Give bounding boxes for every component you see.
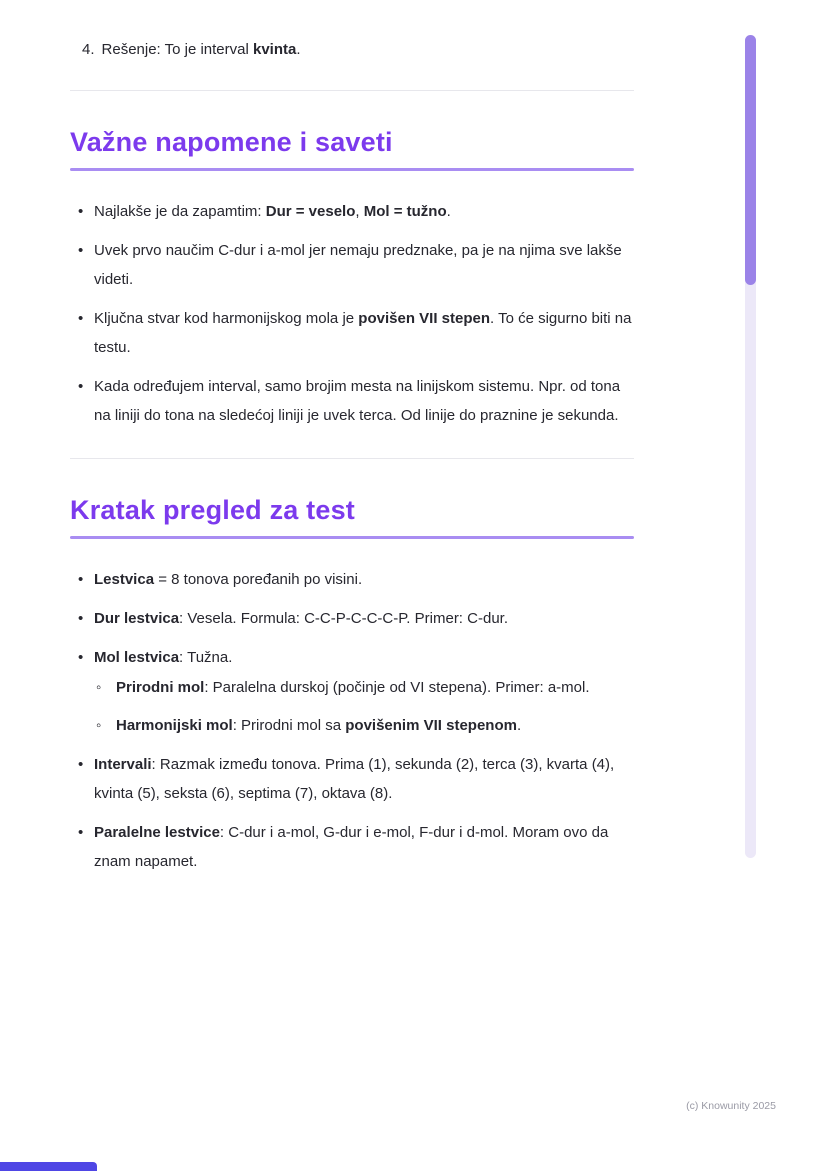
list-item: • Najlakše je da zapamtim: Dur = veselo, Mol = tužno. <box>70 197 634 226</box>
solution-number: 4. <box>82 41 95 58</box>
scrollbar-track[interactable] <box>745 35 756 858</box>
list-item: • Ključna stvar kod harmonijskog mola je povišen VII stepen. To će sigurno biti na testu. <box>70 304 634 362</box>
notes-list <box>70 197 634 430</box>
section-divider <box>70 90 634 91</box>
list-item <box>70 643 634 740</box>
list-item: • Kada određujem interval, samo brojim mesta na linijskom sistemu. Npr. od tona na liniji do tona na sledećoj liniji je uvek terca. Od linije do praznine je sekunda. <box>70 372 634 430</box>
section-title: Važne napomene i saveti <box>70 127 393 157</box>
summary-list <box>70 565 634 876</box>
list-item: • Lestvica = 8 tonova poređanih po visini. <box>70 565 634 594</box>
list-item: • Paralelne lestvice: C-dur i a-mol, G-dur i e-mol, F-dur i d-mol. Moram ovo da znam napamet. <box>70 818 634 876</box>
title-underline <box>70 168 634 171</box>
footer-credit: (c) Knowunity 2025 <box>686 1100 776 1112</box>
page-corner-accent <box>0 1162 97 1171</box>
section-kratak-pregled <box>70 495 634 876</box>
section-vazne-napomene <box>70 127 634 430</box>
sub-list-item: ◦ Prirodni mol: Paralelna durskoj (počinje od VI stepena). Primer: a-mol. <box>94 673 634 702</box>
section-title: Kratak pregled za test <box>70 495 355 525</box>
solution-list-item <box>70 38 634 62</box>
scrollbar-thumb[interactable] <box>745 35 756 285</box>
sub-list <box>94 673 634 740</box>
solution-text: Rešenje: To je interval kvinta. <box>101 41 301 58</box>
list-item-text: Mol lestvica: Tužna. <box>94 649 233 666</box>
list-item: • Dur lestvica: Vesela. Formula: C-C-P-C-C-C-P. Primer: C-dur. <box>70 604 634 633</box>
section-divider <box>70 458 634 459</box>
list-item: • Intervali: Razmak između tonova. Prima (1), sekunda (2), terca (3), kvarta (4), kvinta (5), seksta (6), septima (7), oktava (8). <box>70 750 634 808</box>
title-underline <box>70 536 634 539</box>
list-item: • Uvek prvo naučim C-dur i a-mol jer nemaju predznake, pa je na njima sve lakše videti. <box>70 236 634 294</box>
sub-list-item: ◦ Harmonijski mol: Prirodni mol sa povišenim VII stepenom. <box>94 711 634 740</box>
